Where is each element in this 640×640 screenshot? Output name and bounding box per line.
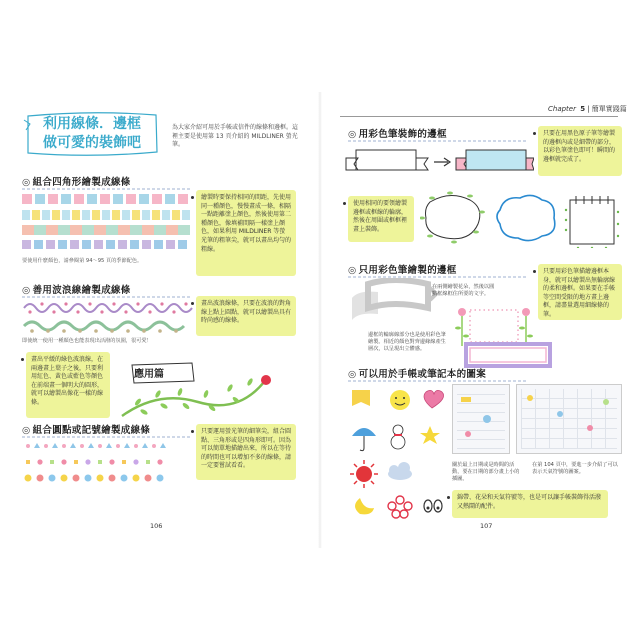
page-number-left: 106 bbox=[150, 522, 163, 530]
page-number-right: 107 bbox=[480, 522, 493, 530]
planner-photo-2 bbox=[516, 384, 622, 454]
star-icon bbox=[420, 426, 440, 444]
section-heading-dots: ◎ 組合圓點或記號繪製成線條 bbox=[22, 422, 150, 436]
wave-line-purple bbox=[24, 304, 192, 312]
intro-text: 為大家介紹可用於手帳或信件的線條和邊框。這裡主要是使用第 13 頁介紹的 MILDLINER 螢光筆。 bbox=[172, 124, 299, 148]
ribbon-plain bbox=[346, 150, 428, 170]
note-waves: 畫出波浪線條，只要在波浪的對角線上點上圓點，就可以繪製出具有時尚感的線條。 bbox=[196, 296, 296, 336]
vine-flower-dot bbox=[261, 375, 271, 385]
caption-outline-frame: 邊框的輪廓線部分也是使用彩色筆繪製。相近的顏色對齊邊緣線產生層次，以呈現出立體感。 bbox=[368, 332, 446, 352]
page-title-line2: 做可愛的裝飾吧 bbox=[43, 135, 141, 151]
section-heading-notebook-icons: ◎ 可以用於手帳或筆記本的圖案 bbox=[348, 366, 486, 380]
leaf-cloud-frame bbox=[426, 195, 480, 238]
eyes-icon bbox=[424, 500, 442, 512]
planner-photo-1 bbox=[452, 384, 510, 454]
wave-lines bbox=[22, 298, 194, 334]
ribbon-colored bbox=[456, 150, 534, 170]
book-gutter bbox=[318, 92, 322, 548]
dot-line-1 bbox=[26, 443, 166, 448]
ribbon-frames bbox=[344, 142, 534, 186]
smile-face-icon bbox=[390, 390, 410, 410]
scalloped-frame bbox=[497, 195, 555, 240]
note-frame-outline: 使用相同的要領繪製邊框或框線的輪廓，然後在周圍或框框裡畫上裝飾。 bbox=[348, 196, 414, 242]
chapter-number: 5 bbox=[580, 105, 586, 113]
chapter-label: Chapter bbox=[548, 105, 576, 113]
tape-line-2 bbox=[22, 210, 190, 220]
wave-line-green bbox=[24, 322, 184, 330]
section-heading-squares: ◎ 組合四角形繪製成線條 bbox=[22, 174, 131, 188]
snowman-icon bbox=[391, 425, 405, 449]
ribbon-flag-icon bbox=[352, 390, 370, 406]
notebook-icons bbox=[346, 382, 452, 522]
arrow-icon bbox=[434, 158, 450, 166]
caption-season-colors: 要使用什麼顏色，請參閱第 94～95 頁的季節配色。 bbox=[22, 258, 143, 264]
heart-icon bbox=[424, 390, 444, 408]
umbrella-icon bbox=[352, 428, 376, 451]
sun-icon bbox=[350, 460, 378, 488]
caption-weather-icons: 在第 104 頁中，要進一步介紹了可以表示天氣符號的圖案。 bbox=[532, 462, 618, 475]
square-tape-lines bbox=[22, 192, 192, 254]
tape-line-3 bbox=[22, 225, 190, 235]
caption-date-icons: 關於最上日期或是時間的活動，要在日期的部分畫上小的插圖。 bbox=[452, 462, 520, 482]
note-notebook-icons: 錦帶、花朵和天氣符號等，也是可以讓手帳裝飾得活潑又熱鬧的配件。 bbox=[452, 490, 608, 518]
caption-flower-frame: 在兩側繪製花朵，然後以圓點框線框住所要的文字。 bbox=[432, 284, 495, 297]
note-colored-frames: 只要在用黑色原子筆等繪製的邊框內或是細帶的部分，以彩色筆塗色即可！瞬間的邊框就完成了。 bbox=[538, 126, 622, 176]
page-title-line1: 利用線條．邊框 bbox=[43, 116, 141, 132]
section-heading-marker-frames: ◎ 只用彩色筆繪製的邊框 bbox=[348, 262, 457, 276]
section-heading-waves: ◎ 善用波浪線繪製成線條 bbox=[22, 282, 131, 296]
section-heading-colored-frames: ◎ 用彩色筆裝飾的邊框 bbox=[348, 126, 447, 140]
soft-ribbon-frame bbox=[348, 278, 438, 330]
note-marker-frames: 只要用彩色筆描繪邊框本身，就可以繪製出無輪廓線的柔和邊框。如果要在手帳等空間受限的地方畫上邊框，請盡量選用細線條的筆。 bbox=[538, 264, 622, 320]
note-flower-line: 畫出平緩的綠色波浪線，在兩邊畫上葉子之後，只要利用紅色、黃色或藍色等顏色在前端畫一個明大的圓形，就可以繪製出像花一樣的線條。 bbox=[26, 352, 110, 418]
header-rule bbox=[340, 116, 618, 117]
notebook-frame bbox=[565, 196, 619, 248]
note-squares: 繪製時要保持相同的間距，先使用同一種顏色，慢慢畫成一條，相隔一點距離塗上顏色，然後使用第二種顏色，像填補間隔一樣塗上顏色，如果利用 MILDLINER 等螢光筆的粗筆尖，就可以畫出均勻的粗線。 bbox=[196, 190, 296, 276]
application-badge-label: 應用篇 bbox=[134, 369, 164, 380]
chapter-name: 簡單實踐篇 bbox=[591, 105, 627, 113]
dot-line-3 bbox=[25, 475, 164, 482]
note-dots: 只要運用螢光筆的細筆尖，組合圓點、三角形或是四角形即可。因為可以簡單地描繪出來，所以在等待的時間也可以增加不多的線條，請一定要嘗試看看。 bbox=[196, 424, 296, 480]
tape-line-4 bbox=[22, 240, 190, 249]
dot-line-2 bbox=[26, 459, 163, 464]
chapter-tag: Chapter 5 | 簡單實踐篇 bbox=[548, 105, 627, 113]
flower-icon bbox=[388, 496, 412, 518]
caption-one-color: 即使統一使用一種顏色也能表現出活潑的氛圍，很可愛！ bbox=[22, 338, 152, 344]
left-title-block bbox=[22, 110, 162, 158]
section-underline bbox=[22, 188, 192, 190]
tape-line-1 bbox=[22, 194, 190, 204]
vine-leaves bbox=[134, 378, 254, 416]
dot-symbol-lines bbox=[22, 438, 192, 484]
frame-leaves bbox=[420, 192, 485, 244]
decorated-frames bbox=[420, 190, 620, 248]
vine-illustration bbox=[118, 372, 278, 424]
cloud-icon bbox=[388, 462, 412, 480]
moon-icon bbox=[355, 498, 374, 514]
